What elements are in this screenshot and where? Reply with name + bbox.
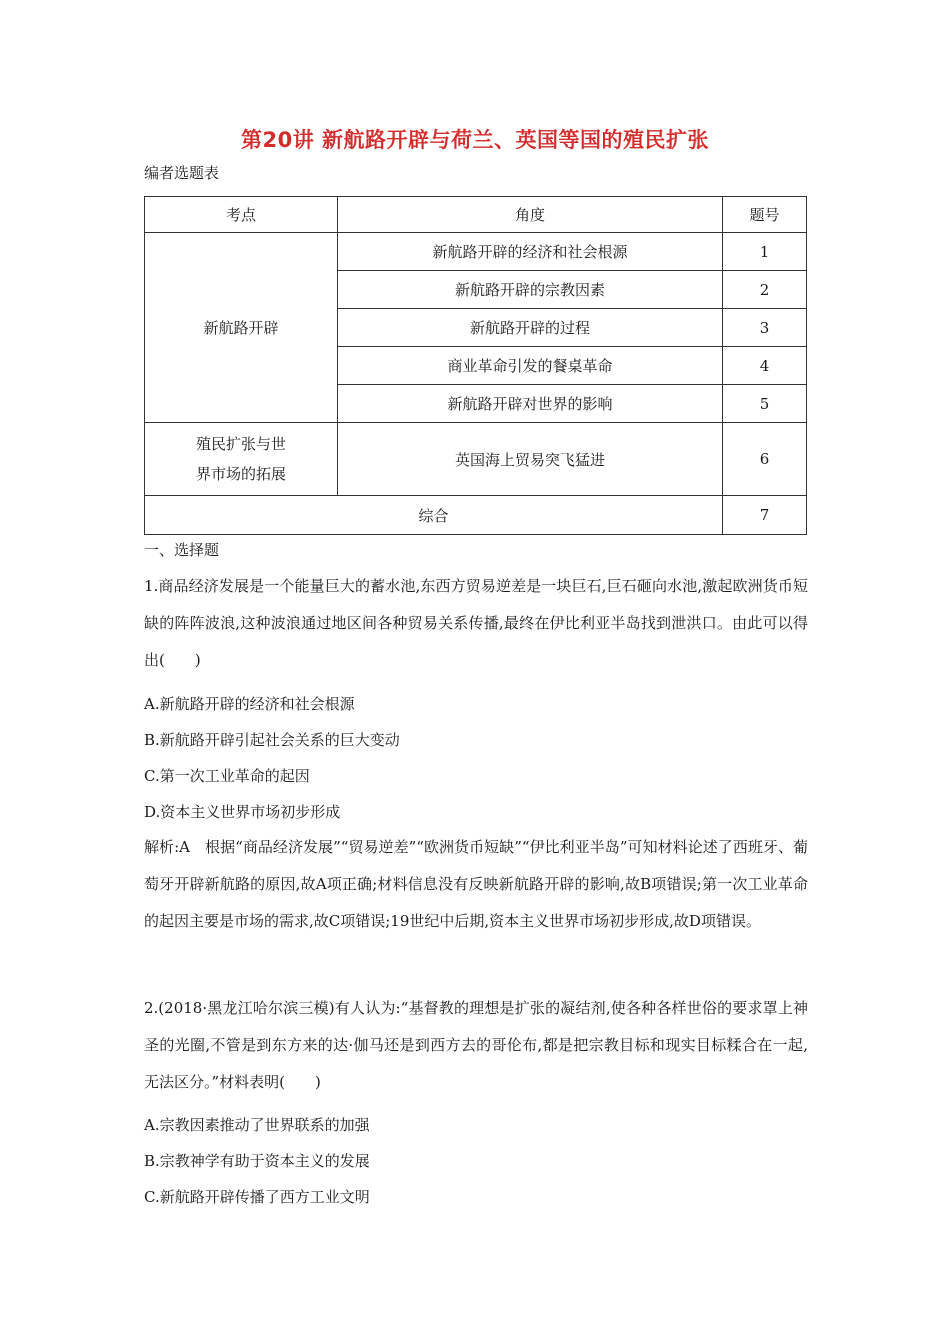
question-1-option-d: D.资本主义世界市场初步形成 — [144, 803, 341, 821]
question-2-option-c: C.新航路开辟传播了西方工业文明 — [144, 1188, 370, 1206]
question-2-option-a: A.宗教因素推动了世界联系的加强 — [144, 1116, 370, 1134]
question-2-option-b: B.宗教神学有助于资本主义的发展 — [144, 1152, 370, 1170]
page-title: 第20讲 新航路开辟与荷兰、英国等国的殖民扩张 — [240, 128, 710, 152]
angle-cell: 新航路开辟的宗教因素 — [338, 271, 723, 309]
angle-cell: 新航路开辟的过程 — [338, 309, 723, 347]
header-topic: 考点 — [145, 197, 338, 233]
question-1-option-a: A.新航路开辟的经济和社会根源 — [144, 695, 355, 713]
table-header-row — [145, 197, 807, 233]
number-cell: 1 — [723, 233, 807, 271]
summary-label: 综合 — [145, 496, 723, 535]
number-cell: 4 — [723, 347, 807, 385]
question-1-analysis: 解析:A 根据“商品经济发展”“贸易逆差”“欧洲货币短缺”“伊比利亚半岛”可知材料论述了西班牙、葡萄牙开辟新航路的原因,故A项正确;材料信息没有反映新航路开辟的影响,故B项错误;第一次工业革命的起因主要是市场的需求,故C项错误;19世纪中后期,资本主义世界市场初步形成,故D项错误。 — [144, 838, 808, 930]
table-row — [145, 423, 807, 496]
number-cell: 3 — [723, 309, 807, 347]
header-number: 题号 — [723, 197, 807, 233]
question-2-stem: 2.(2018·黑龙江哈尔滨三模)有人认为:“基督教的理想是扩张的凝结剂,使各种各样世俗的要求罩上神圣的光圈,不管是到东方来的达·伽马还是到西方去的哥伦布,都是把宗教目标和现实目标糅合在一起,无法区分。”材料表明( ) — [144, 999, 808, 1091]
number-cell: 2 — [723, 271, 807, 309]
angle-cell: 新航路开辟的经济和社会根源 — [338, 233, 723, 271]
number-cell: 5 — [723, 385, 807, 423]
topic-cell: 新航路开辟 — [145, 233, 338, 423]
angle-cell: 商业革命引发的餐桌革命 — [338, 347, 723, 385]
summary-row — [145, 496, 807, 535]
angle-cell: 英国海上贸易突飞猛进 — [338, 423, 723, 496]
number-cell: 7 — [723, 496, 807, 535]
table-caption: 编者选题表 — [144, 164, 220, 182]
topic-line: 界市场的拓展 — [195, 465, 286, 483]
topic-cell — [145, 423, 338, 496]
angle-cell: 新航路开辟对世界的影响 — [338, 385, 723, 423]
question-1-stem: 1.商品经济发展是一个能量巨大的蓄水池,东西方贸易逆差是一块巨石,巨石砸向水池,激起欧洲货币短缺的阵阵波浪,这种波浪通过地区间各种贸易关系传播,最终在伊比利亚半岛找到泄洪口。由此可以得出( ) — [144, 577, 808, 669]
question-1-option-c: C.第一次工业革命的起因 — [144, 767, 310, 785]
table-row — [145, 233, 807, 271]
header-angle: 角度 — [338, 197, 723, 233]
number-cell: 6 — [723, 423, 807, 496]
topic-selection-table — [144, 196, 807, 535]
question-1-option-b: B.新航路开辟引起社会关系的巨大变动 — [144, 731, 400, 749]
section-title: 一、选择题 — [144, 541, 220, 559]
topic-line: 殖民扩张与世 — [195, 435, 286, 453]
